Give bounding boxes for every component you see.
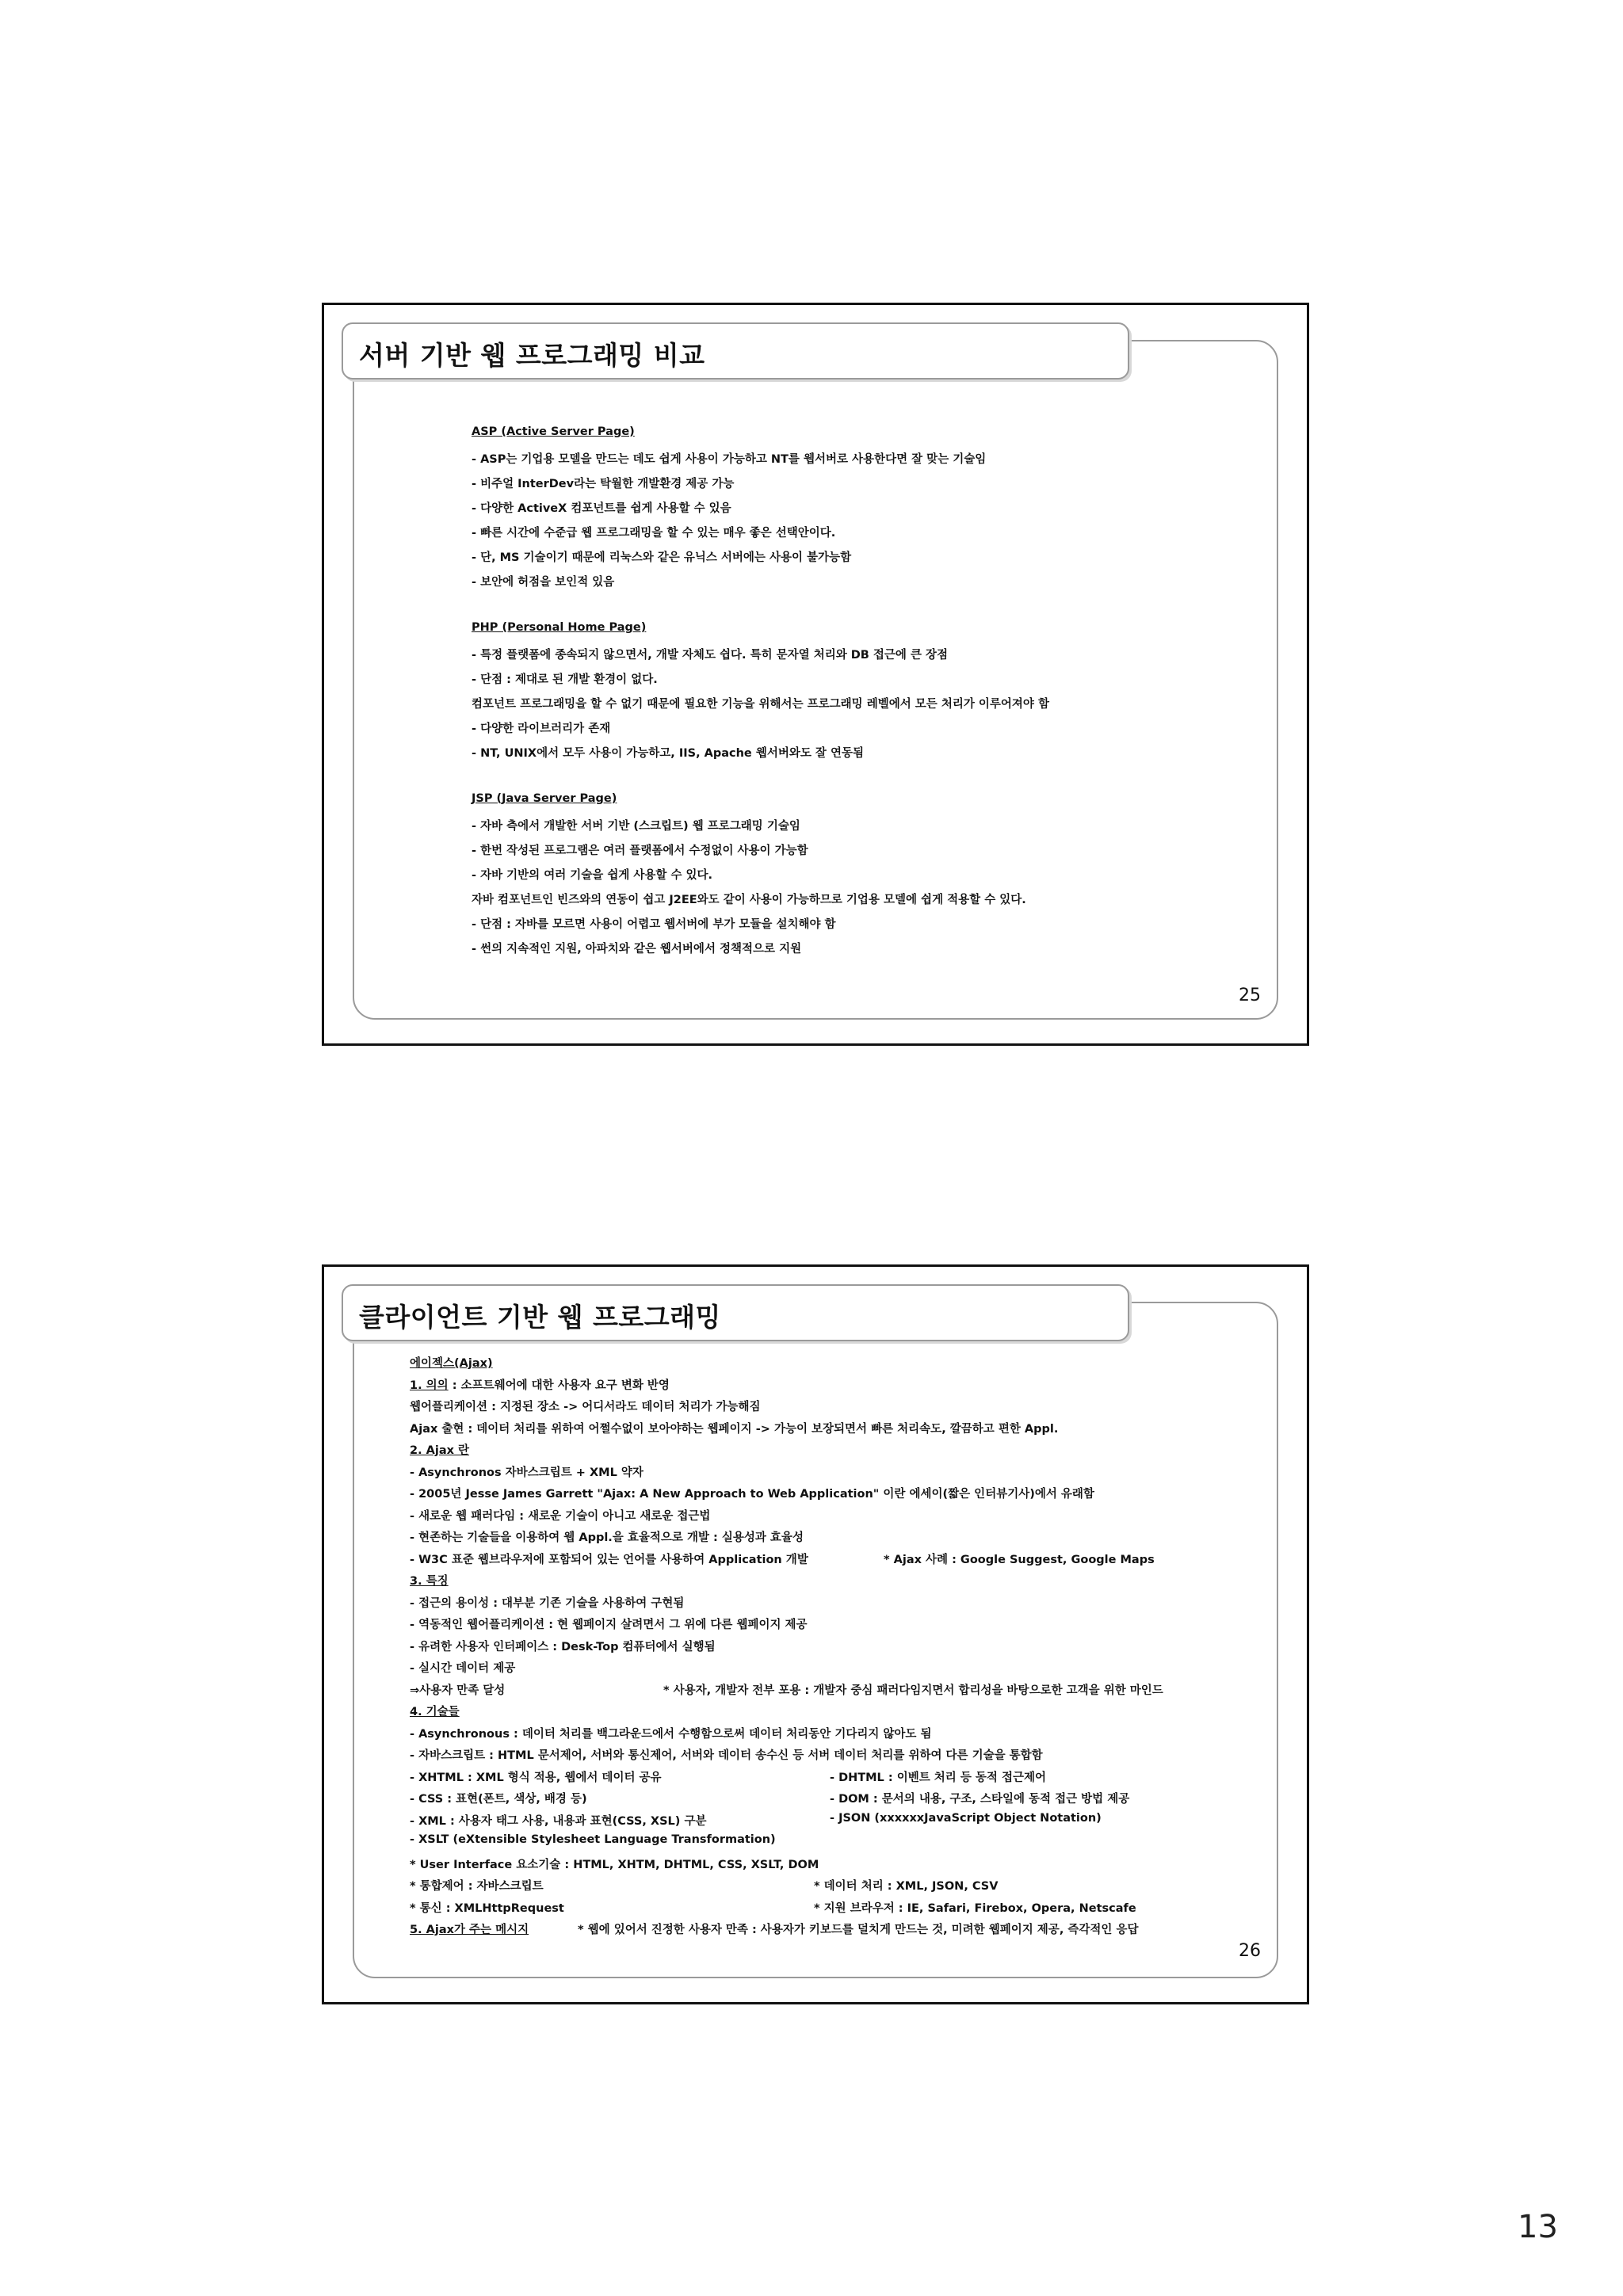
line-text: - Asynchronos 자바스크립트 + XML 약자: [410, 1466, 643, 1479]
body-line: [410, 1725, 931, 1741]
right-column-text: * Ajax 사례 : Google Suggest, Google Maps: [884, 1553, 1155, 1566]
line-text: - XSLT (eXtensible Stylesheet Language Transformation): [410, 1833, 776, 1846]
right-column-text: - DOM : 문서의 내용, 구조, 스타일에 동적 접근 방법 제공: [830, 1793, 1130, 1806]
slide-client-web-programming: [322, 1264, 1309, 2004]
body-line: [410, 1528, 804, 1545]
section-line: 컴포넌트 프로그래밍을 할 수 없기 때문에 필요한 기능을 위해서는 프로그래밍 레벨에서 모든 처리가 이루어져야 함: [472, 698, 1049, 711]
line-text: ⇒사용자 만족 달성: [410, 1684, 506, 1697]
body-line: [410, 1463, 643, 1480]
line-text: 4. 기술들: [410, 1706, 460, 1718]
body-line: [410, 1398, 761, 1414]
section-line: - ASP는 기업용 모델을 만드는 데도 쉽게 사용이 가능하고 NT를 웹서버로 사용한다면 잘 맞는 기술임: [472, 453, 987, 466]
body-line: [410, 1768, 662, 1785]
section-heading: [410, 1441, 469, 1458]
body-line: [410, 1746, 1043, 1763]
line-text: - 자바스크립트 : HTML 문서제어, 서버와 통신제어, 서버와 데이터 송수신 등 서버 데이터 처리를 위하여 다른 기술을 통합함: [410, 1749, 1043, 1762]
slide-server-web-programming: [322, 303, 1309, 1046]
line-text: - 2005년 Jesse James Garrett "Ajax: A New Approach to Web Application" 이란 에세이(짧은 인터뷰기사)에서 유래함: [410, 1488, 1094, 1501]
line-text: - CSS : 표현(폰트, 색상, 배경 등): [410, 1793, 587, 1806]
line-text: 2. Ajax 란: [410, 1444, 470, 1457]
slide-title: 클라이언트 기반 웹 프로그래밍: [359, 1302, 721, 1333]
line-text: - 현존하는 기술들을 이용하여 웹 Appl.을 효율적으로 개발 : 실용성과 효율성: [410, 1531, 804, 1544]
line-text: 5. Ajax가 주는 메시지: [410, 1924, 529, 1936]
section-line: 자바 컴포넌트인 빈즈와의 연동이 쉽고 J2EE와도 같이 사용이 가능하므로 기업용 모델에 쉽게 적용할 수 있다.: [472, 894, 1026, 906]
body-line: [410, 1659, 515, 1676]
line-text: 1. 의의: [410, 1379, 449, 1392]
section-line: - 한번 작성된 프로그램은 여러 플랫폼에서 수정없이 사용이 가능함: [472, 845, 808, 857]
line-text: * User Interface 요소기술 : HTML, XHTM, DHTML, CSS, XSLT, DOM: [410, 1858, 819, 1871]
slide-title: 서버 기반 웹 프로그래밍 비교: [359, 340, 705, 371]
body-line: [410, 1594, 684, 1611]
line-text: - 유려한 사용자 인터페이스 : Desk-Top 컴퓨터에서 실행됨: [410, 1640, 716, 1653]
section-heading: [410, 1354, 493, 1371]
section-line: - 보안에 허점을 보인적 있음: [472, 576, 615, 589]
body-line: [410, 1507, 710, 1524]
line-text: - Asynchronous : 데이터 처리를 백그라운드에서 수행함으로써 데이터 처리동안 기다리지 않아도 됨: [410, 1727, 932, 1741]
line-text: - XML : 사용자 태그 사용, 내용과 표현(CSS, XSL) 구분: [410, 1814, 707, 1828]
line-text: Ajax 출현 : 데이터 처리를 위하여 어쩔수없이 보아야하는 웹페이지 -> 가능이 보장되면서 빠른 처리속도, 깔끔하고 편한 Appl.: [410, 1422, 1059, 1436]
body-line: [410, 1550, 808, 1567]
slide-page-number: 26: [1239, 1941, 1261, 1961]
section-line: - 단, MS 기술이기 때문에 리눅스와 같은 유닉스 서버에는 사용이 불가능함: [472, 551, 852, 564]
right-column-text: - JSON (xxxxxxJavaScript Object Notation): [830, 1811, 1102, 1825]
body-line: [410, 1833, 776, 1846]
line-text: * 통신 : XMLHttpRequest: [410, 1901, 564, 1915]
line-text: 에이젝스(Ajax): [410, 1357, 493, 1370]
section-line: - 단점 : 제대로 된 개발 환경이 없다.: [472, 673, 658, 686]
body-line: [410, 1420, 1058, 1436]
line-text: 3. 특징: [410, 1575, 449, 1588]
right-column-text: - DHTML : 이벤트 처리 등 동적 접근제어: [830, 1771, 1046, 1784]
section-heading: JSP (Java Server Page): [472, 792, 617, 805]
section-line: - 비주얼 InterDev라는 탁월한 개발환경 제공 가능: [472, 478, 735, 490]
section-line: - 썬의 지속적인 지원, 아파치와 같은 웹서버에서 정책적으로 지원: [472, 943, 802, 955]
line-text: - 새로운 웹 패러다임 : 새로운 기술이 아니고 새로운 접근법: [410, 1509, 711, 1523]
body-line: [410, 1877, 544, 1894]
section-line: - NT, UNIX에서 모두 사용이 가능하고, IIS, Apache 웹서버와도 잘 연동됨: [472, 747, 864, 760]
section-line: - 다양한 ActiveX 컴포넌트를 쉽게 사용할 수 있음: [472, 502, 731, 515]
body-line: [410, 1485, 1094, 1501]
line-text: - 역동적인 웹어플리케이션 : 현 웹페이지 살려면서 그 위에 다른 웹페이지 제공: [410, 1619, 808, 1631]
section-heading: PHP (Personal Home Page): [472, 621, 647, 634]
section-line: - 자바 측에서 개발한 서버 기반 (스크립트) 웹 프로그래밍 기술임: [472, 820, 800, 833]
document-page-number: 13: [1518, 2209, 1558, 2245]
line-text: * 통합제어 : 자바스크립트: [410, 1880, 544, 1893]
section-heading: [410, 1703, 460, 1719]
body-line: [410, 1790, 587, 1806]
section-line: - 빠른 시간에 수준급 웹 프로그래밍을 할 수 있는 매우 좋은 선택안이다.: [472, 527, 836, 540]
body-line: [410, 1638, 716, 1654]
right-column-text: * 데이터 처리 : XML, JSON, CSV: [814, 1880, 999, 1893]
line-text: - W3C 표준 웹브라우저에 포함되어 있는 언어를 사용하여 Application 개발: [410, 1553, 808, 1566]
section-heading: [410, 1376, 670, 1393]
section-line: - 다양한 라이브러리가 존재: [472, 723, 611, 735]
section-line: - 자바 기반의 여러 기술을 쉽게 사용할 수 있다.: [472, 869, 713, 882]
section-heading: [410, 1920, 529, 1937]
line-suffix: : 소프트웨어에 대한 사용자 요구 변화 반영: [448, 1379, 670, 1392]
line-text: 웹어플리케이션 : 지정된 장소 -> 어디서라도 데이터 처리가 가능해짐: [410, 1401, 761, 1413]
slide-page-number: 25: [1239, 986, 1261, 1005]
body-line: [410, 1899, 564, 1916]
body-line: [410, 1812, 706, 1829]
line-text: - 접근의 용이성 : 대부분 기존 기술을 사용하여 구현됨: [410, 1596, 685, 1610]
right-column-text: * 웹에 있어서 진정한 사용자 만족 : 사용자가 키보드를 덜치게 만드는 것, 미려한 웹페이지 제공, 즉각적인 응답: [578, 1924, 1139, 1936]
line-text: - XHTML : XML 형식 적용, 웹에서 데이터 공유: [410, 1771, 662, 1784]
section-heading: [410, 1572, 449, 1589]
line-text: - 실시간 데이터 제공: [410, 1662, 516, 1675]
section-line: - 특정 플랫폼에 종속되지 않으면서, 개발 자체도 쉽다. 특히 문자열 처리와 DB 접근에 큰 장점: [472, 649, 949, 662]
body-line: [410, 1681, 505, 1698]
section-heading: ASP (Active Server Page): [472, 425, 635, 438]
right-column-text: * 지원 브라우저 : IE, Safari, Firebox, Opera, Netscafe: [814, 1901, 1136, 1915]
right-column-text: * 사용자, 개발자 전부 포용 : 개발자 중심 패러다임지면서 합리성을 바탕으로한 고객을 위한 마인드: [663, 1684, 1163, 1697]
section-line: - 단점 : 자바를 모르면 사용이 어렵고 웹서버에 부가 모듈을 설치해야 함: [472, 918, 836, 931]
body-line: [410, 1615, 808, 1632]
body-line: [410, 1855, 819, 1872]
